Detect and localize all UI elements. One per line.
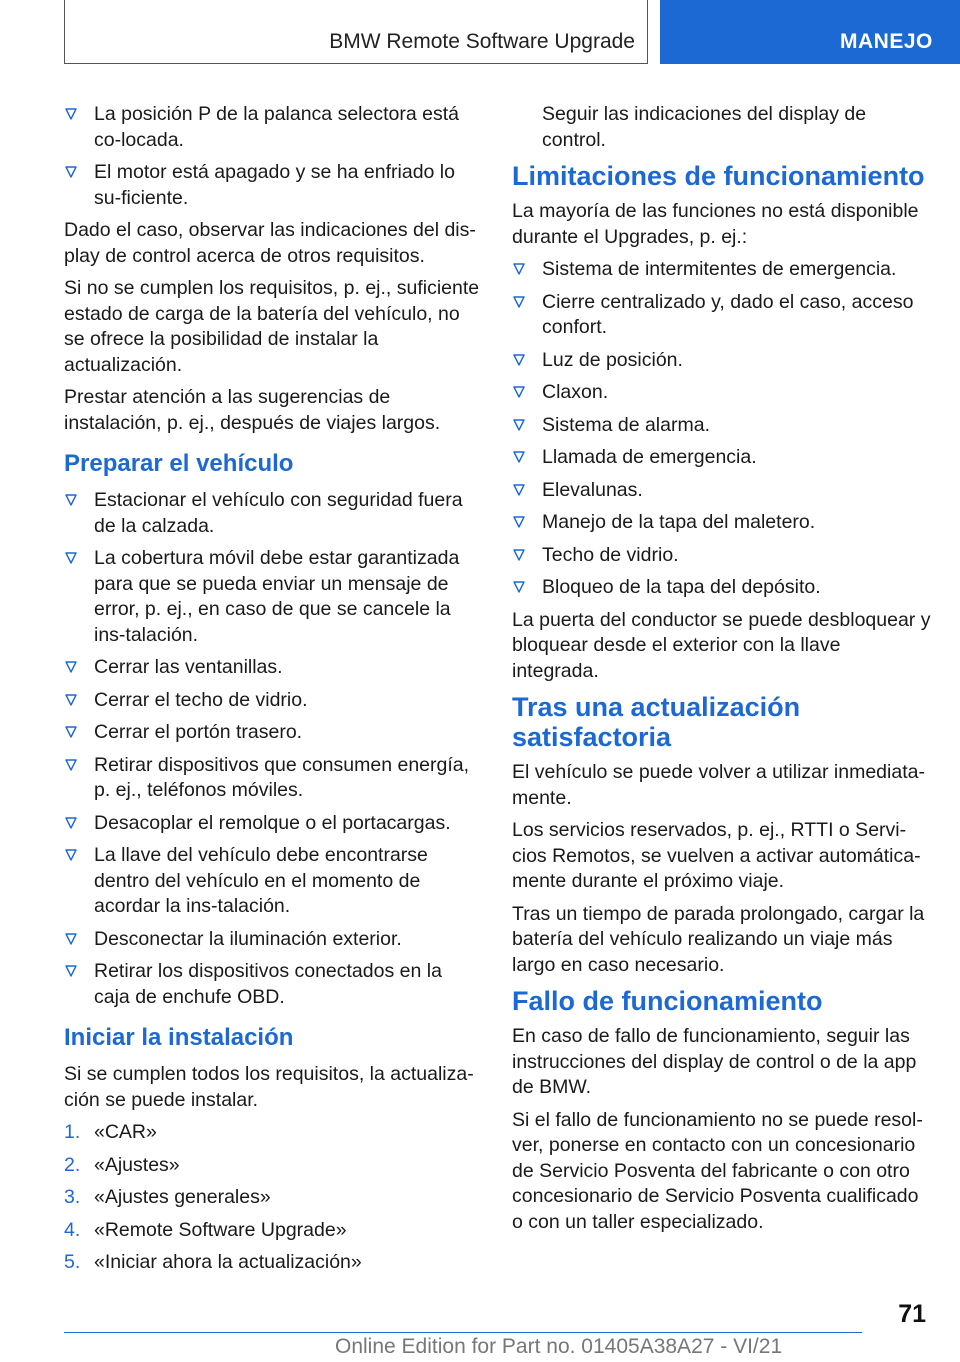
triangle-bullet-icon [64, 105, 78, 123]
paragraph: Dado el caso, observar las indicaciones del dis-play de control acerca de otros requisitos. [64, 219, 476, 267]
list-item-text: Estacionar el vehículo con seguridad fuera de la calzada. [94, 489, 463, 537]
step-text: «Ajustes generales» [94, 1186, 271, 1208]
list-item [512, 445, 932, 471]
list-item-text: Manejo de la tapa del maletero. [542, 511, 816, 533]
list-item-text: Cerrar el portón trasero. [94, 721, 303, 743]
list-item [512, 543, 932, 569]
triangle-bullet-icon [512, 351, 526, 369]
paragraph: Tras un tiempo de parada prolongado, cargar la batería del vehículo realizando un viaje más largo en caso necesario. [512, 902, 925, 976]
list-item [64, 927, 480, 953]
list-item-text: Luz de posición. [542, 348, 683, 371]
triangle-bullet-icon [512, 578, 526, 596]
right-column [512, 102, 932, 1242]
step-item [64, 1218, 480, 1244]
triangle-bullet-icon [64, 163, 78, 181]
header-frame [64, 0, 648, 64]
footer-divider [64, 1332, 862, 1333]
section-tab-label: MANEJO [840, 30, 933, 53]
list-item [64, 753, 480, 804]
list-item [512, 380, 932, 406]
list-item-text: La cobertura móvil debe estar garantizada para que se pueda enviar un mensaje de error, p. ej., en caso de que se cancele la ins-talación. [94, 547, 460, 646]
triangle-bullet-icon [512, 448, 526, 466]
list-item [512, 290, 932, 341]
list-item [512, 413, 932, 439]
step-text: «Iniciar ahora la actualización» [94, 1251, 362, 1273]
paragraph: Si se cumplen todos los requisitos, la actualiza-ción se puede instalar. [64, 1063, 474, 1111]
list-item [64, 102, 480, 153]
list-item [512, 575, 932, 601]
triangle-bullet-icon [64, 814, 78, 832]
heading-limitations: Limitaciones de funcionamiento [512, 161, 925, 191]
paragraph: El vehículo se puede volver a utilizar inmediata-mente. [512, 761, 925, 809]
list-item [64, 688, 480, 714]
list-item [512, 348, 932, 374]
list-item-text: El motor está apagado y se ha enfriado lo su-ficiente. [94, 161, 455, 209]
left-column [64, 102, 480, 1283]
triangle-bullet-icon [512, 513, 526, 531]
step-item [64, 1120, 480, 1146]
step-number: 1. [64, 1121, 81, 1143]
list-item [64, 720, 480, 746]
triangle-bullet-icon [64, 691, 78, 709]
triangle-bullet-icon [64, 962, 78, 980]
requirements-list [64, 102, 480, 211]
list-item-text: La llave del vehículo debe encontrarse dentro del vehículo en el momento de acordar la ins-talación. [94, 844, 428, 917]
list-item-text: Desacoplar el remolque o el portacargas. [94, 811, 451, 834]
list-item [64, 655, 480, 681]
list-item [64, 488, 480, 539]
triangle-bullet-icon [64, 846, 78, 864]
step-item [64, 1250, 480, 1276]
triangle-bullet-icon [64, 723, 78, 741]
paragraph: Los servicios reservados, p. ej., RTTI o Servi-cios Remotos, se vuelven a activar automática-mente durante el próximo viaje. [512, 819, 921, 892]
limitations-list [512, 257, 932, 601]
section-tab[interactable] [660, 0, 960, 64]
list-item-text: Desconectar la iluminación exterior. [94, 927, 402, 950]
step-item [64, 1185, 480, 1211]
step-number: 5. [64, 1251, 81, 1273]
step-text: «Remote Software Upgrade» [94, 1218, 347, 1241]
list-item-text: Sistema de intermitentes de emergencia. [542, 258, 897, 280]
triangle-bullet-icon [64, 549, 78, 567]
heading-after-update: Tras una actualización satisfactoria [512, 692, 801, 752]
triangle-bullet-icon [64, 491, 78, 509]
list-item-text: Cierre centralizado y, dado el caso, acceso confort. [542, 290, 914, 338]
step-text: «CAR» [94, 1121, 157, 1143]
paragraph: La mayoría de las funciones no está disponible durante el Upgrades, p. ej.: [512, 200, 919, 248]
heading-start-installation: Iniciar la instalación [64, 1024, 294, 1051]
paragraph: Si el fallo de funcionamiento no se puede resol-ver, ponerse en contacto con un concesionario de Servicio Posventa del fabricante o con otro concesionario de Servicio Posventa cualificado o con un taller especializado. [512, 1108, 923, 1233]
heading-prepare-vehicle: Preparar el vehículo [64, 450, 294, 477]
page-number: 71 [898, 1300, 926, 1328]
list-item [64, 546, 480, 648]
list-item [64, 843, 480, 920]
prepare-list [64, 488, 480, 1010]
step-number: 4. [64, 1218, 81, 1241]
list-item-text: La posición P de la palanca selectora está co-locada. [94, 103, 459, 151]
manual-title: BMW Remote Software Upgrade [329, 30, 635, 53]
list-item [64, 811, 480, 837]
list-item-text: Bloqueo de la tapa del depósito. [542, 576, 821, 598]
triangle-bullet-icon [512, 481, 526, 499]
paragraph: La puerta del conductor se puede desbloquear y bloquear desde el exterior con la llave integrada. [512, 608, 931, 682]
step-text: «Ajustes» [94, 1153, 180, 1176]
heading-malfunction: Fallo de funcionamiento [512, 986, 823, 1016]
list-item-text: Retirar dispositivos que consumen energía, p. ej., teléfonos móviles. [94, 753, 470, 801]
list-item-text: Sistema de alarma. [542, 413, 710, 436]
triangle-bullet-icon [64, 658, 78, 676]
list-item [64, 160, 480, 211]
list-item-text: Cerrar las ventanillas. [94, 656, 283, 678]
triangle-bullet-icon [512, 260, 526, 278]
step-item [64, 1153, 480, 1179]
list-item-text: Techo de vidrio. [542, 543, 679, 566]
triangle-bullet-icon [512, 293, 526, 311]
step-continuation: Seguir las indicaciones del display de control. [542, 103, 867, 151]
step-number: 2. [64, 1153, 81, 1176]
list-item [512, 510, 932, 536]
triangle-bullet-icon [512, 383, 526, 401]
list-item [64, 959, 480, 1010]
steps-list [64, 1120, 480, 1276]
list-item-text: Retirar los dispositivos conectados en la caja de enchufe OBD. [94, 960, 442, 1008]
step-number: 3. [64, 1186, 81, 1208]
paragraph: Si no se cumplen los requisitos, p. ej., suficiente estado de carga de la batería del vehículo, no se ofrece la posibilidad de instalar la actualización. [64, 277, 480, 376]
list-item-text: Llamada de emergencia. [542, 446, 757, 468]
list-item-text: Elevalunas. [542, 478, 643, 501]
list-item-text: Cerrar el techo de vidrio. [94, 688, 308, 711]
triangle-bullet-icon [512, 546, 526, 564]
list-item-text: Claxon. [542, 381, 609, 403]
list-item [512, 257, 932, 283]
paragraph: Prestar atención a las sugerencias de instalación, p. ej., después de viajes largos. [64, 386, 441, 434]
edition-info: Online Edition for Part no. 01405A38A27 - VI/21 [335, 1335, 783, 1358]
triangle-bullet-icon [64, 756, 78, 774]
triangle-bullet-icon [512, 416, 526, 434]
paragraph: En caso de fallo de funcionamiento, seguir las instrucciones del display de control o de la app de BMW. [512, 1025, 917, 1098]
triangle-bullet-icon [64, 930, 78, 948]
list-item [512, 478, 932, 504]
